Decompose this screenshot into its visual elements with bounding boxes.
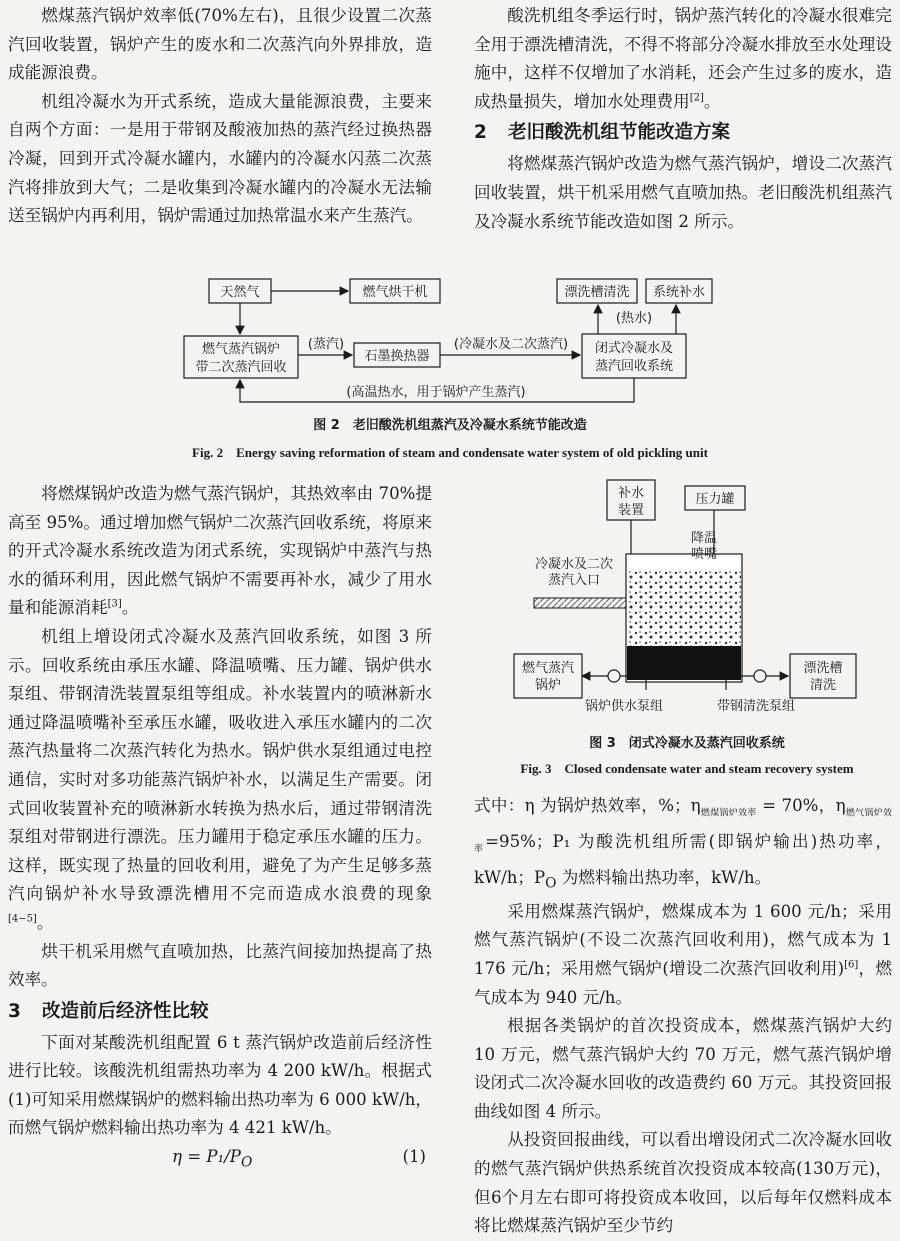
condensate-flow-label: (冷凝水及二次蒸汽) [453,337,569,352]
paragraph: 将燃煤锅炉改造为燃气蒸汽锅炉，其热效率由 70%提高至 95%。通过增加燃气锅炉二次蒸汽回收系统，将原来的开式冷凝水系统改造为闭式系统，实现锅炉中蒸汽与热水的循环利用，因此燃气锅炉不需要再补水，减少了用水量和能源消耗[3]。 [8,484,432,618]
makeup-device-label: 补水 [617,486,645,501]
paragraph: 根据各类锅炉的首次投资成本，燃煤蒸汽锅炉大约 10 万元，燃气蒸汽锅炉大约 70 万元，燃气蒸汽锅炉增设闭式二次冷凝水回收的改造费约 60 万元。其投资回报曲线如图 4 所示。 [474,1016,892,1121]
closed-recovery-label: 蒸汽回收系统 [594,359,674,374]
left-column-top [8,2,432,231]
figure-3-caption-cn: 图 3 闭式冷凝水及蒸汽回收系统 [589,736,785,751]
paragraph: 从投资回报曲线，可以看出增设闭式二次冷凝水回收的燃气蒸汽锅炉供热系统首次投资成本较高(130万元)，但6个月左右即可将投资成本收回，以后每年仅燃料成本将比燃煤蒸汽锅炉至少节约 [474,1130,892,1236]
citation: [2] [689,92,704,104]
closed-recovery-label: 闭式冷凝水及 [594,341,674,356]
gas-boiler-label: 燃气蒸汽 [521,661,575,676]
nozzle-label: 降温 [690,531,718,546]
makeup-device-label: 装置 [617,503,645,518]
paragraph: 下面对某酸洗机组配置 6 t 蒸汽锅炉改造前后经济性进行比较。该酸洗机组需热功率为 4 200 kW/h。根据式(1)可知采用燃煤锅炉的燃料输出热功率为 6 000 kW/h，而燃气锅炉燃料输出热功率为 4 421 kW/h。 [8,1032,432,1138]
inlet-label: 蒸汽入口 [547,573,601,588]
inlet-label: 冷凝水及二次 [534,557,614,572]
paragraph: 烘干机采用燃气直喷加热，比蒸汽间接加热提高了热效率。 [8,941,432,990]
equation-1: $\eta = P_1/P_O$ (1) [8,1143,432,1175]
boiler-feed-pump-icon [608,670,620,682]
makeup-water-label: 系统补水 [652,285,706,300]
strip-rinse-pump-icon [754,670,766,682]
steam-flow-label: (蒸汽) [307,337,345,352]
citation: [6] [844,959,859,971]
return-flow-label: (高温热水，用于锅炉产生蒸汽) [346,385,526,400]
pressure-tank-label: 压力罐 [695,492,735,507]
paragraph: 酸洗机组冬季运行时，锅炉蒸汽转化的冷凝水很难完全用于漂洗槽清洗，不得不将部分冷凝水排放至水处理设施中，这样不仅增加了水消耗，还会产生过多的废水，造成热量损失，增加水处理费用[2]。 [474,6,892,111]
paragraph: 机组冷凝水为开式系统，造成大量能源浪费，主要来自两个方面：一是用于带钢及酸液加热的蒸汽经过换热器冷凝，回到开式冷凝水罐内，水罐内的冷凝水闪蒸二次蒸汽将排放到大气；二是收集到冷凝水罐内的冷凝水无法输送至锅炉内再利用，锅炉需通过加热常温水来产生蒸汽。 [8,91,432,226]
figure-3 [474,470,900,792]
citation: [3] [107,598,122,610]
gas-boiler-label: 锅炉 [534,678,562,693]
hot-water-flow-label: (热水) [615,311,653,326]
figure-3-caption-en: Fig. 3 Closed condensate water and steam recovery system [520,761,854,776]
right-column-bottom [474,792,892,1241]
gas-dryer-label: 燃气烘干机 [362,285,428,300]
figure-3-diagram [474,470,900,730]
left-column-bottom [8,480,432,1175]
gas-boiler-label: 燃气蒸汽锅炉 [201,342,281,357]
section-heading: 3 改造前后经济性比较 [8,1000,209,1022]
figure-2-caption-en: Fig. 2 Energy saving reformation of steam and condensate water system of old pickling unit [192,445,708,460]
rinse-tank-label: 清洗 [809,678,837,693]
figure-2-diagram [0,270,900,470]
paragraph: 将燃煤蒸汽锅炉改造为燃气蒸汽锅炉，增设二次蒸汽回收装置，烘干机采用燃气直喷加热。老旧酸洗机组蒸汽及冷凝水系统节能改造如图 2 所示。 [474,154,892,231]
paragraph: 机组上增设闭式冷凝水及蒸汽回收系统，如图 3 所示。回收系统由承压水罐、降温喷嘴、压力罐、锅炉供水泵组、带钢清洗装置泵组等组成。补水装置内的喷淋新水通过降温喷嘴补至承压水罐，吸收进入承压水罐内的二次蒸汽热量将二次蒸汽转化为热水。锅炉供水泵组通过电控通信，实时对多功能蒸汽锅炉补水，以满足生产需要。闭式回收装置补充的喷淋新水转换为热水后，通过带钢清洗泵组对带钢进行漂洗。压力罐用于稳定承压水罐的压力。这样，既实现了热量的回收利用，避免了为产生足够多蒸汽向锅炉补水导致漂洗槽用不完而造成水浪费的现象[4−5]。 [8,626,432,932]
natural-gas-label: 天然气 [220,285,260,300]
nozzle-label: 喷嘴 [690,547,718,562]
paragraph: 采用燃煤蒸汽锅炉，燃煤成本为 1 600 元/h；采用燃气蒸汽锅炉(不设二次蒸汽回收利用)，燃气成本为 1 176 元/h；采用燃气锅炉(增设二次蒸汽回收利用)[6]，燃气成本为 940 元/h。 [474,901,893,1007]
rinse-tank-label: 漂洗槽清洗 [564,285,630,300]
figure-2 [0,270,900,470]
equation-number: (1) [402,1147,426,1167]
gas-boiler-label: 带二次蒸汽回收 [195,360,287,375]
graphite-exchanger-label: 石墨换热器 [364,349,430,364]
paragraph: 式中：η 为锅炉热效率，%；$\eta_{燃煤锅炉效率} = 70\%$，$\eta_{燃气锅炉效率}=95\%$；P₁ 为酸洗机组所需(即锅炉输出)热功率，kW/h；$P_O$ 为燃料输出热功率，kW/h。 [474,796,892,892]
right-column-top [474,2,892,236]
paragraph: 燃煤蒸汽锅炉效率低(70%左右)，且很少设置二次蒸汽回收装置，锅炉产生的废水和二次蒸汽向外界排放，造成能源浪费。 [8,6,432,83]
boiler-feed-pump-label: 锅炉供水泵组 [584,699,664,714]
rinse-tank-label: 漂洗槽 [803,661,843,676]
citation: [4−5] [8,913,37,925]
section-heading: 2 老旧酸洗机组节能改造方案 [474,122,731,144]
strip-rinse-pump-label: 带钢清洗泵组 [716,699,796,714]
figure-2-caption-cn: 图 2 老旧酸洗机组蒸汽及冷凝水系统节能改造 [313,418,587,433]
